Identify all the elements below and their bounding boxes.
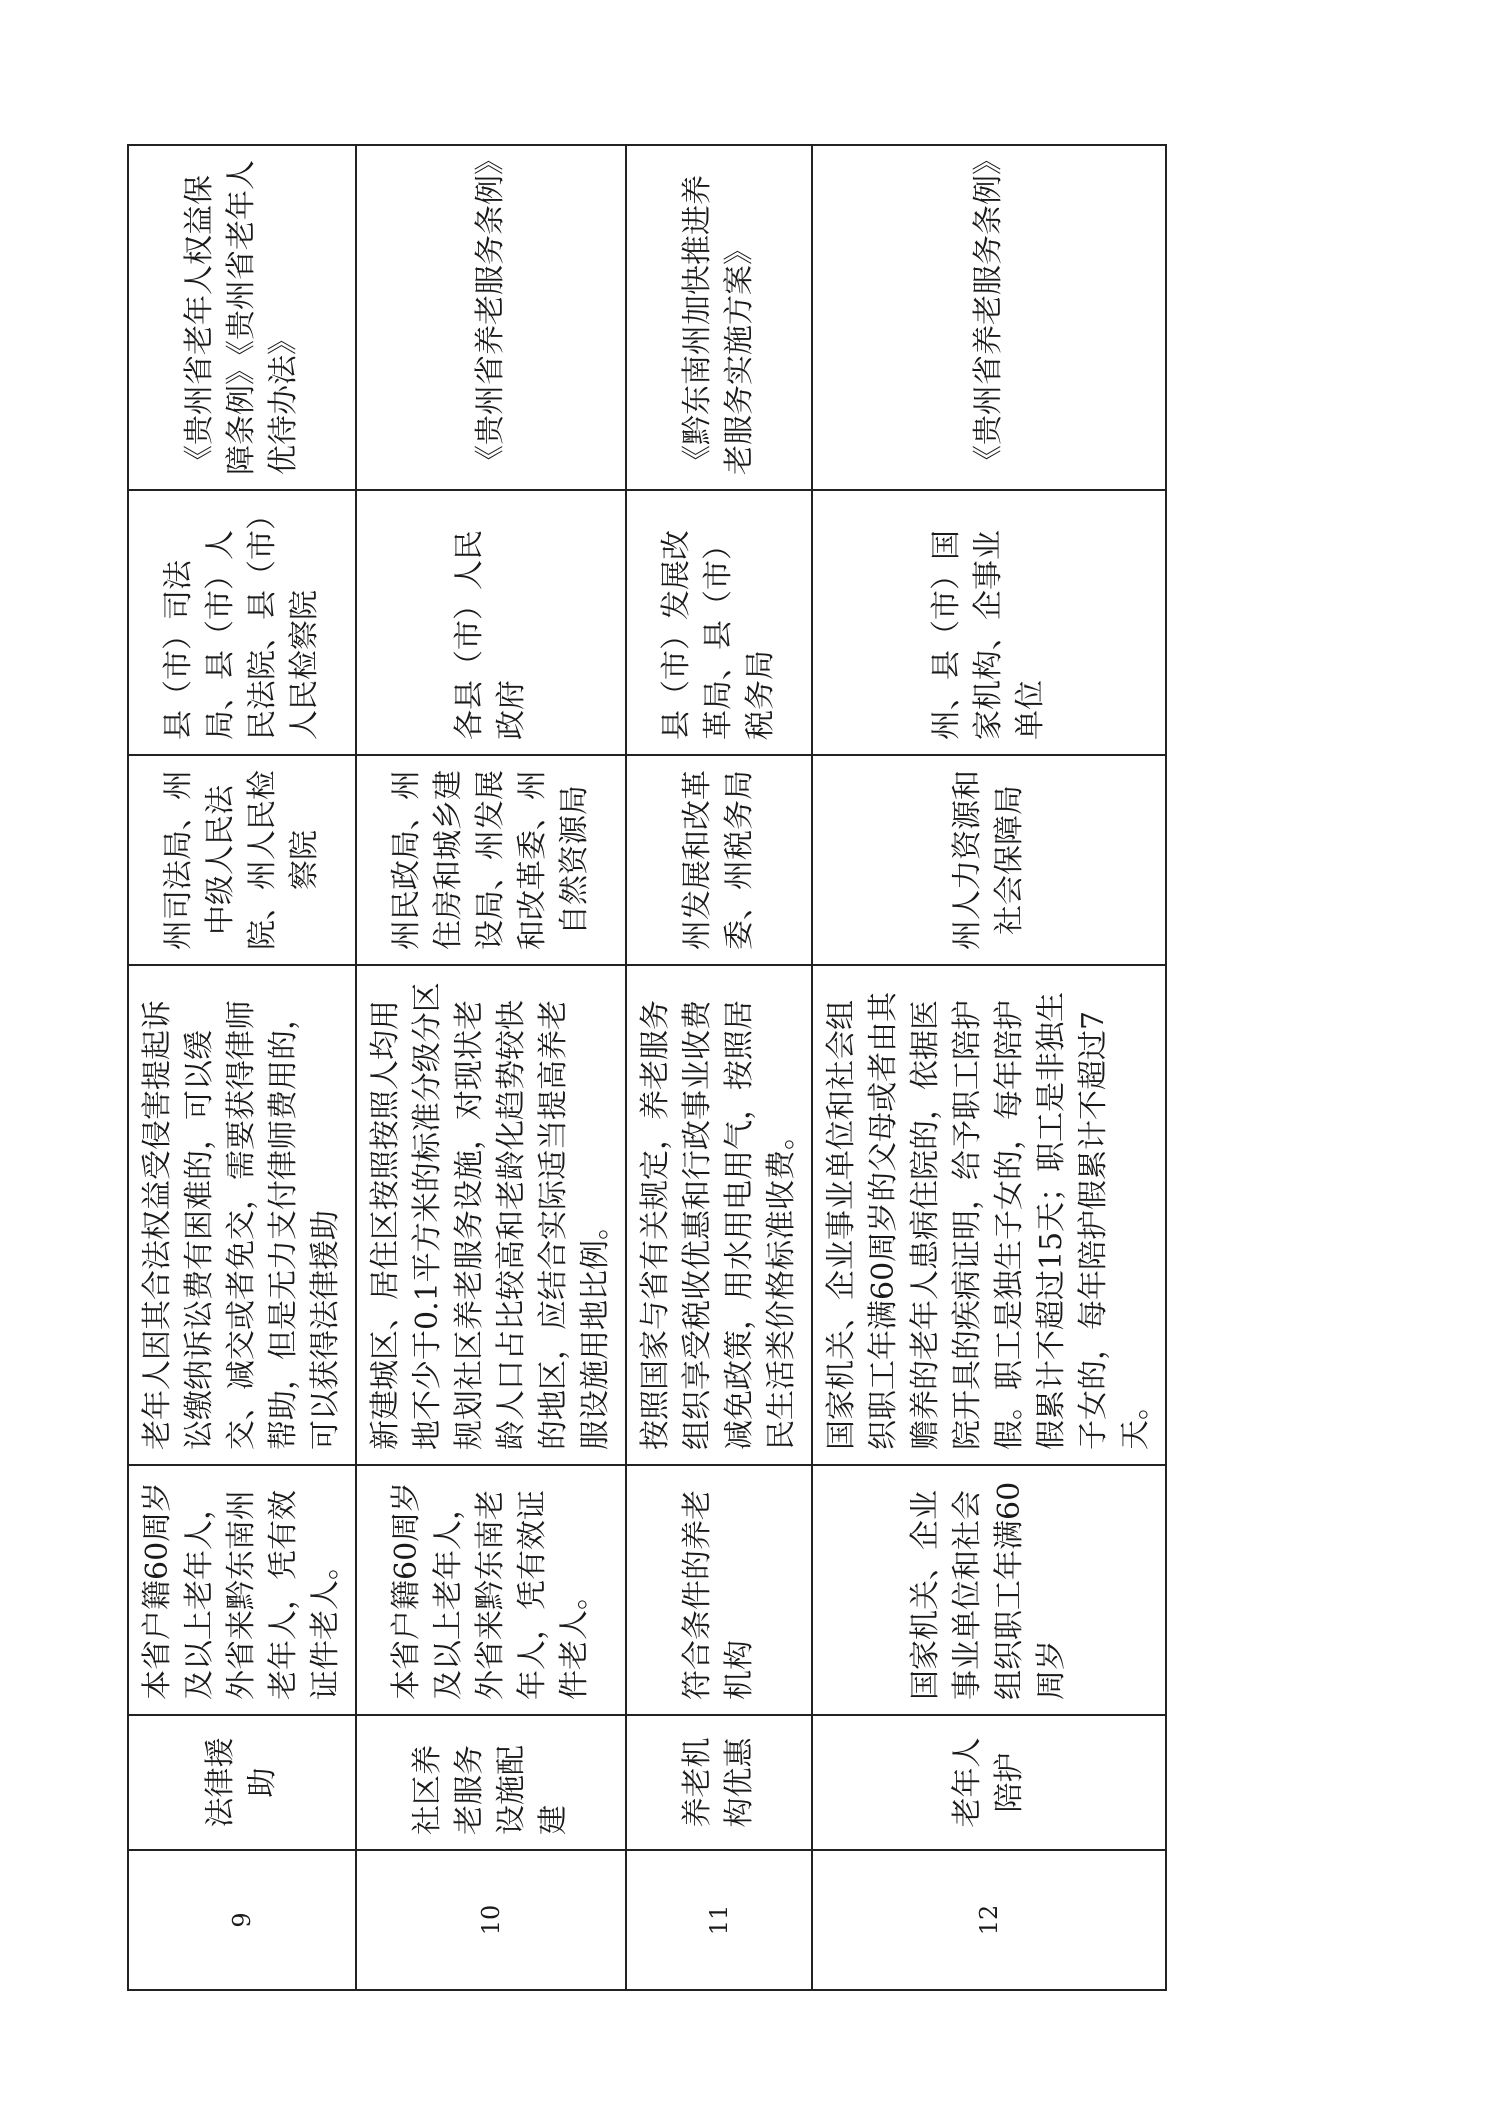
county-department: 各县（市）人民政府 — [356, 490, 626, 755]
item-name: 老年人陪护 — [812, 1715, 1166, 1850]
table-row — [356, 145, 626, 1990]
item-name: 社区养老服务设施配建 — [356, 1715, 626, 1850]
target-group: 本省户籍60周岁及以上老年人，外省来黔东南老年人，凭有效证件老人。 — [356, 1465, 626, 1715]
row-number: 11 — [626, 1850, 812, 1990]
policy-content: 国家机关、企业事业单位和社会组织职工年满60周岁的父母或者由其赡养的老年人患病住院的，依据医院开具的疾病证明，给予职工陪护假。职工是独生子女的，每年陪护假累计不超过15天；职工是非独生子女的，每年陪护假累计不超过7天。 — [812, 965, 1166, 1465]
policy-basis: 《黔东南州加快推进养老服务实施方案》 — [626, 145, 812, 490]
item-name: 法律援助 — [128, 1715, 356, 1850]
target-group: 本省户籍60周岁及以上老年人，外省来黔东南州老年人，凭有效证件老人。 — [128, 1465, 356, 1715]
item-name: 养老机构优惠 — [626, 1715, 812, 1850]
target-group: 国家机关、企业事业单位和社会组织职工年满60周岁 — [812, 1465, 1166, 1715]
state-department: 州人力资源和社会保障局 — [812, 755, 1166, 965]
county-department: 州、县（市）国家机构、企事业单位 — [812, 490, 1166, 755]
policy-content: 新建城区、居住区按照按照人均用地不少于0.1平方米的标准分级分区规划社区养老服务设施，对现状老龄人口占比较高和老龄化趋势较快的地区，应结合实际适当提高养老服设施用地比例。 — [356, 965, 626, 1465]
table-row — [128, 145, 356, 1990]
state-department: 州司法局、州中级人民法院、州人民检察院 — [128, 755, 356, 965]
target-group: 符合条件的养老机构 — [626, 1465, 812, 1715]
row-number: 12 — [812, 1850, 1166, 1990]
table-row — [626, 145, 812, 1990]
state-department: 州发展和改革委、州税务局 — [626, 755, 812, 965]
table-row — [812, 145, 1166, 1990]
row-number: 10 — [356, 1850, 626, 1990]
policy-content: 老年人因其合法权益受侵害提起诉讼缴纳诉讼费有困难的，可以缓交、减交或者免交，需要获得律师帮助，但是无力支付律师费用的，可以获得法律援助 — [128, 965, 356, 1465]
policy-basis: 《贵州省养老服务条例》 — [356, 145, 626, 490]
state-department: 州民政局、州住房和城乡建设局、州发展和改革委、州自然资源局 — [356, 755, 626, 965]
county-department: 县（市）发展改革局、县（市）税务局 — [626, 490, 812, 755]
policy-basis: 《贵州省养老服务条例》 — [812, 145, 1166, 490]
policy-basis: 《贵州省老年人权益保障条例》《贵州省老年人优待办法》 — [128, 145, 356, 490]
policy-table — [127, 144, 1167, 1991]
rotated-page — [127, 145, 1153, 1991]
county-department: 县（市）司法局、县（市）人民法院、县（市）人民检察院 — [128, 490, 356, 755]
policy-content: 按照国家与省有关规定，养老服务组织享受税收优惠和行政事业收费减免政策，用水用电用气，按照居民生活类价格标准收费。 — [626, 965, 812, 1465]
row-number: 9 — [128, 1850, 356, 1990]
